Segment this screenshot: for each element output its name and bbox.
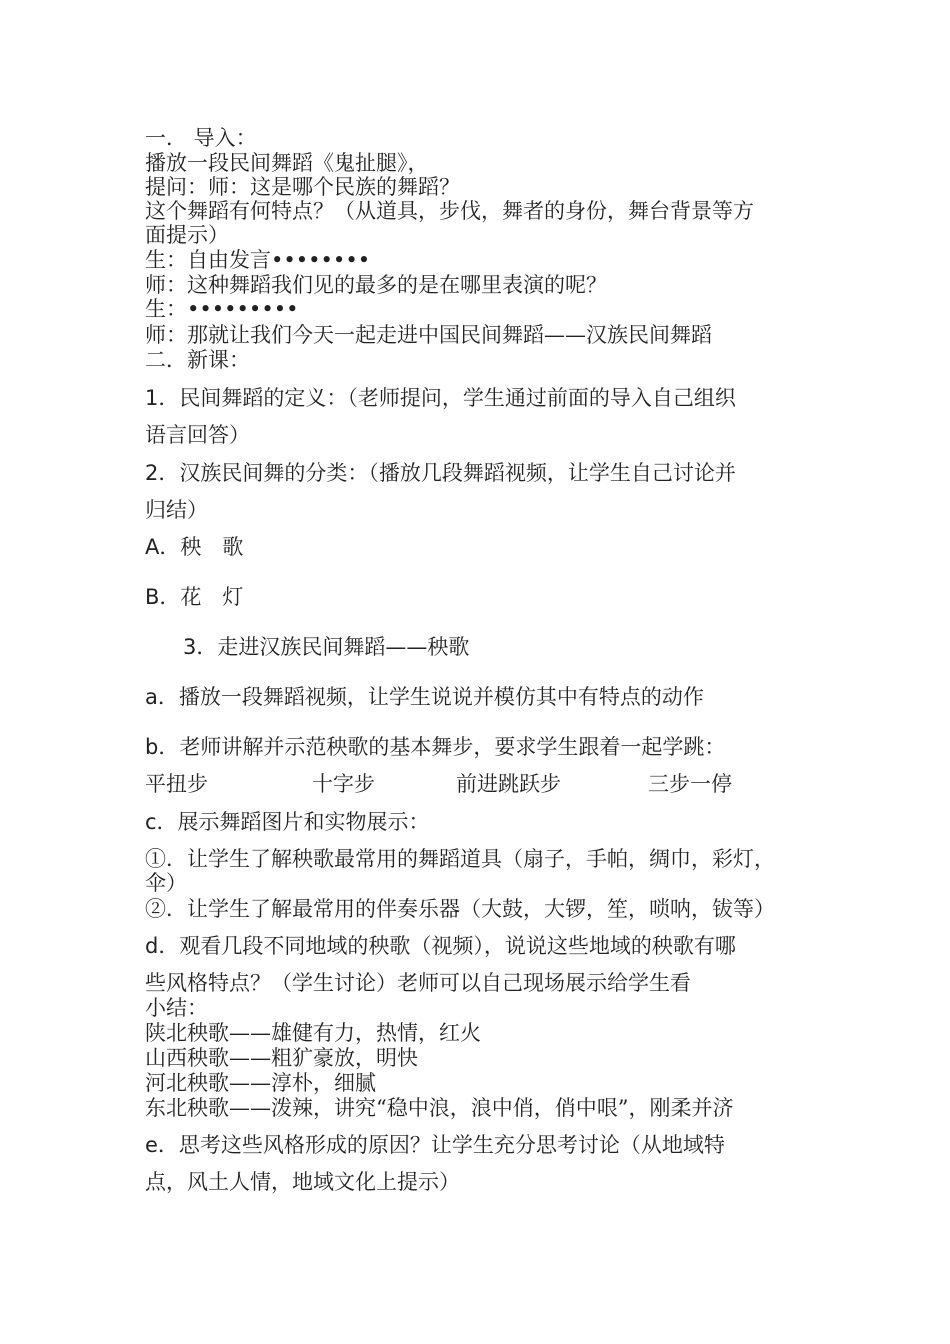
step-item: 三步一停 [648, 772, 732, 796]
text-line: 伞） [145, 871, 187, 895]
item-c: c．展示舞蹈图片和实物展示： [145, 810, 430, 834]
subheading-3: 3．走进汉族民间舞蹈——秧歌 [183, 635, 470, 659]
text-line: 点，风土人情，地域文化上提示） [145, 1170, 460, 1194]
step-item: 十字步 [312, 772, 375, 796]
category-a: A．秧 歌 [145, 535, 244, 559]
text-line: 1．民间舞蹈的定义：（老师提问，学生通过前面的导入自己组织 [145, 386, 736, 410]
summary-item: 陕北秧歌——雄健有力，热情，红火 [145, 1021, 481, 1045]
step-item: 前进跳跃步 [456, 772, 561, 796]
text-line: ②．让学生了解最常用的伴奏乐器（大鼓，大锣，笙，唢呐，钹等） [145, 897, 775, 921]
summary-heading: 小结： [145, 996, 208, 1020]
item-a: a．播放一段舞蹈视频，让学生说说并模仿其中有特点的动作 [145, 685, 704, 709]
text-line: 提问：师：这是哪个民族的舞蹈？ [145, 175, 460, 199]
category-b: B．花 灯 [145, 585, 244, 609]
text-line: 面提示） [145, 223, 229, 247]
text-line: 播放一段民间舞蹈《鬼扯腿》， [145, 151, 429, 175]
text-line: ①．让学生了解秧歌最常用的舞蹈道具（扇子，手帕，绸巾，彩灯， [145, 847, 775, 871]
text-line: 归结） [145, 498, 208, 522]
summary-item: 河北秧歌——淳朴，细腻 [145, 1071, 376, 1095]
item-d: d．观看几段不同地域的秧歌（视频），说说这些地域的秧歌有哪 [145, 934, 736, 958]
text-line: 这个舞蹈有何特点？（从道具，步伐，舞者的身份，舞台背景等方 [145, 199, 754, 223]
text-line: 2．汉族民间舞的分类：（播放几段舞蹈视频，让学生自己讨论并 [145, 461, 736, 485]
text-line: 语言回答） [145, 423, 250, 447]
section-1-heading: 一． 导入： [145, 126, 257, 150]
text-line: 师：那就让我们今天一起走进中国民间舞蹈——汉族民间舞蹈 [145, 323, 712, 347]
item-b: b．老师讲解并示范秧歌的基本舞步，要求学生跟着一起学跳： [145, 735, 726, 759]
item-e: e．思考这些风格形成的原因？让学生充分思考讨论（从地域特 [145, 1133, 725, 1157]
text-line: 生：••••••••• [145, 297, 299, 321]
summary-item: 东北秧歌——泼辣，讲究“稳中浪，浪中俏，俏中哏”，刚柔并济 [145, 1096, 734, 1120]
text-line: 生：自由发言•••••••• [145, 248, 371, 272]
text-line: 些风格特点？（学生讨论）老师可以自己现场展示给学生看 [145, 971, 691, 995]
section-2-heading: 二．新课： [145, 348, 250, 372]
summary-item: 山西秧歌——粗犷豪放，明快 [145, 1046, 418, 1070]
text-line: 师：这种舞蹈我们见的最多的是在哪里表演的呢？ [145, 273, 607, 297]
step-item: 平扭步 [145, 772, 208, 796]
